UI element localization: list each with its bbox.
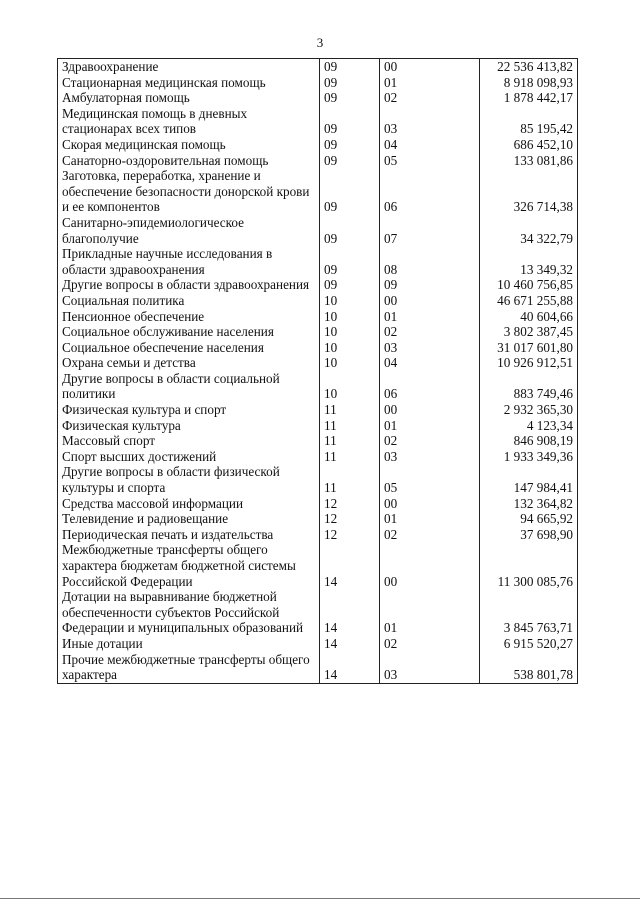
row-name-cell: Средства массовой информации — [58, 496, 320, 512]
amount-cell: 538 801,78 — [480, 652, 578, 684]
table-row — [58, 277, 578, 293]
section-code-cell: 11 — [320, 449, 380, 465]
subsection-code-cell: 01 — [380, 75, 480, 91]
row-name-cell: Прочие межбюджетные трансферты общего характера — [58, 652, 320, 684]
section-code-cell: 11 — [320, 402, 380, 418]
table-row — [58, 371, 578, 402]
page-number: 3 — [316, 35, 324, 50]
subsection-code-cell: 00 — [380, 293, 480, 309]
subsection-code-cell: 01 — [380, 511, 480, 527]
row-name-cell: Санаторно-оздоровительная помощь — [58, 153, 320, 169]
amount-cell: 686 452,10 — [480, 137, 578, 153]
row-name-cell: Межбюджетные трансферты общего характера бюджетам бюджетной системы Российской Федерации — [58, 542, 320, 589]
section-code-cell: 12 — [320, 496, 380, 512]
table-row — [58, 309, 578, 325]
amount-cell: 846 908,19 — [480, 433, 578, 449]
table-row — [58, 652, 578, 684]
table-row — [58, 418, 578, 434]
amount-cell: 4 123,34 — [480, 418, 578, 434]
subsection-code-cell: 01 — [380, 418, 480, 434]
amount-cell: 1 933 349,36 — [480, 449, 578, 465]
amount-cell: 40 604,66 — [480, 309, 578, 325]
table-row — [58, 589, 578, 636]
amount-cell: 34 322,79 — [480, 215, 578, 246]
amount-cell: 326 714,38 — [480, 168, 578, 215]
section-code-cell: 14 — [320, 652, 380, 684]
budget-table-body — [58, 59, 578, 684]
section-code-cell: 10 — [320, 340, 380, 356]
table-row — [58, 153, 578, 169]
row-name-cell: Пенсионное обеспечение — [58, 309, 320, 325]
section-code-cell: 09 — [320, 168, 380, 215]
row-name-cell: Медицинская помощь в дневных стационарах всех типов — [58, 106, 320, 137]
subsection-code-cell: 05 — [380, 464, 480, 495]
section-code-cell: 09 — [320, 153, 380, 169]
amount-cell: 85 195,42 — [480, 106, 578, 137]
row-name-cell: Охрана семьи и детства — [58, 355, 320, 371]
table-row — [58, 324, 578, 340]
row-name-cell: Другие вопросы в области социальной политики — [58, 371, 320, 402]
row-name-cell: Санитарно-эпидемиологическое благополучие — [58, 215, 320, 246]
row-name-cell: Прикладные научные исследования в области здравоохранения — [58, 246, 320, 277]
subsection-code-cell: 05 — [380, 153, 480, 169]
amount-cell: 94 665,92 — [480, 511, 578, 527]
section-code-cell: 09 — [320, 277, 380, 293]
section-code-cell: 09 — [320, 75, 380, 91]
section-code-cell: 09 — [320, 106, 380, 137]
amount-cell: 10 460 756,85 — [480, 277, 578, 293]
subsection-code-cell: 07 — [380, 215, 480, 246]
table-row — [58, 75, 578, 91]
section-code-cell: 14 — [320, 542, 380, 589]
row-name-cell: Массовый спорт — [58, 433, 320, 449]
amount-cell: 8 918 098,93 — [480, 75, 578, 91]
table-row — [58, 464, 578, 495]
row-name-cell: Стационарная медицинская помощь — [58, 75, 320, 91]
subsection-code-cell: 06 — [380, 371, 480, 402]
row-name-cell: Дотации на выравнивание бюджетной обеспеченности субъектов Российской Федерации и муниципальных образований — [58, 589, 320, 636]
amount-cell: 883 749,46 — [480, 371, 578, 402]
row-name-cell: Другие вопросы в области физической культуры и спорта — [58, 464, 320, 495]
row-name-cell: Другие вопросы в области здравоохранения — [58, 277, 320, 293]
subsection-code-cell: 06 — [380, 168, 480, 215]
table-row — [58, 106, 578, 137]
subsection-code-cell: 09 — [380, 277, 480, 293]
amount-cell: 46 671 255,88 — [480, 293, 578, 309]
table-row — [58, 340, 578, 356]
section-code-cell: 09 — [320, 90, 380, 106]
section-code-cell: 11 — [320, 433, 380, 449]
amount-cell: 37 698,90 — [480, 527, 578, 543]
subsection-code-cell: 02 — [380, 527, 480, 543]
row-name-cell: Заготовка, переработка, хранение и обеспечение безопасности донорской крови и ее компонентов — [58, 168, 320, 215]
section-code-cell: 09 — [320, 59, 380, 75]
row-name-cell: Социальное обслуживание населения — [58, 324, 320, 340]
subsection-code-cell: 00 — [380, 59, 480, 75]
table-row — [58, 90, 578, 106]
amount-cell: 2 932 365,30 — [480, 402, 578, 418]
subsection-code-cell: 02 — [380, 433, 480, 449]
row-name-cell: Социальная политика — [58, 293, 320, 309]
section-code-cell: 14 — [320, 589, 380, 636]
table-row — [58, 511, 578, 527]
amount-cell: 132 364,82 — [480, 496, 578, 512]
section-code-cell: 14 — [320, 636, 380, 652]
table-row — [58, 355, 578, 371]
section-code-cell: 12 — [320, 527, 380, 543]
table-row — [58, 542, 578, 589]
section-code-cell: 11 — [320, 464, 380, 495]
subsection-code-cell: 03 — [380, 106, 480, 137]
row-name-cell: Физическая культура и спорт — [58, 402, 320, 418]
row-name-cell: Амбулаторная помощь — [58, 90, 320, 106]
subsection-code-cell: 01 — [380, 589, 480, 636]
subsection-code-cell: 04 — [380, 137, 480, 153]
subsection-code-cell: 08 — [380, 246, 480, 277]
table-row — [58, 433, 578, 449]
table-row — [58, 215, 578, 246]
budget-table — [57, 58, 578, 684]
table-row — [58, 59, 578, 75]
row-name-cell: Социальное обеспечение населения — [58, 340, 320, 356]
section-code-cell: 10 — [320, 355, 380, 371]
table-row — [58, 293, 578, 309]
table-row — [58, 449, 578, 465]
amount-cell: 31 017 601,80 — [480, 340, 578, 356]
subsection-code-cell: 02 — [380, 90, 480, 106]
amount-cell: 11 300 085,76 — [480, 542, 578, 589]
row-name-cell: Иные дотации — [58, 636, 320, 652]
amount-cell: 22 536 413,82 — [480, 59, 578, 75]
amount-cell: 10 926 912,51 — [480, 355, 578, 371]
table-row — [58, 137, 578, 153]
scan-edge-line — [0, 898, 640, 899]
row-name-cell: Скорая медицинская помощь — [58, 137, 320, 153]
row-name-cell: Телевидение и радиовещание — [58, 511, 320, 527]
subsection-code-cell: 01 — [380, 309, 480, 325]
amount-cell: 3 845 763,71 — [480, 589, 578, 636]
section-code-cell: 11 — [320, 418, 380, 434]
section-code-cell: 10 — [320, 371, 380, 402]
row-name-cell: Периодическая печать и издательства — [58, 527, 320, 543]
table-row — [58, 496, 578, 512]
table-row — [58, 527, 578, 543]
subsection-code-cell: 03 — [380, 652, 480, 684]
amount-cell: 1 878 442,17 — [480, 90, 578, 106]
table-row — [58, 636, 578, 652]
section-code-cell: 10 — [320, 293, 380, 309]
row-name-cell: Физическая культура — [58, 418, 320, 434]
section-code-cell: 10 — [320, 324, 380, 340]
subsection-code-cell: 02 — [380, 324, 480, 340]
subsection-code-cell: 04 — [380, 355, 480, 371]
section-code-cell: 09 — [320, 215, 380, 246]
subsection-code-cell: 00 — [380, 496, 480, 512]
amount-cell: 13 349,32 — [480, 246, 578, 277]
subsection-code-cell: 00 — [380, 402, 480, 418]
subsection-code-cell: 02 — [380, 636, 480, 652]
table-row — [58, 168, 578, 215]
amount-cell: 147 984,41 — [480, 464, 578, 495]
subsection-code-cell: 00 — [380, 542, 480, 589]
table-row — [58, 402, 578, 418]
amount-cell: 6 915 520,27 — [480, 636, 578, 652]
row-name-cell: Здравоохранение — [58, 59, 320, 75]
row-name-cell: Спорт высших достижений — [58, 449, 320, 465]
subsection-code-cell: 03 — [380, 340, 480, 356]
section-code-cell: 09 — [320, 137, 380, 153]
amount-cell: 3 802 387,45 — [480, 324, 578, 340]
section-code-cell: 09 — [320, 246, 380, 277]
table-row — [58, 246, 578, 277]
section-code-cell: 10 — [320, 309, 380, 325]
subsection-code-cell: 03 — [380, 449, 480, 465]
section-code-cell: 12 — [320, 511, 380, 527]
amount-cell: 133 081,86 — [480, 153, 578, 169]
